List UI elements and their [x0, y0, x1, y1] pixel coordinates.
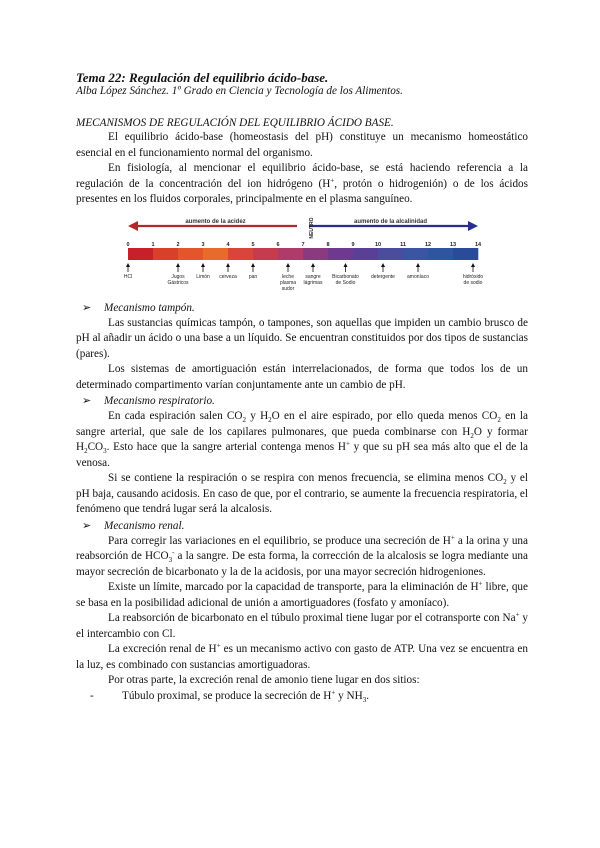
ph-segment: [453, 248, 478, 260]
base-arrow-head: [468, 221, 478, 231]
ph-tick-label: 12: [424, 241, 432, 248]
marker-label: pan: [248, 273, 258, 280]
marker-arrowhead: [344, 263, 348, 267]
marker-label: de sodio: [463, 279, 483, 286]
ph-segment: [378, 248, 403, 260]
bullet-renal: ➢ Mecanismo renal.: [82, 519, 185, 532]
ph-tick-label: 11: [400, 241, 406, 248]
renal-paragraph-2: Existe un límite, marcado por la capacidad de transporte, para la eliminación de H+ libre, que se basa en la posibilidad adicional de unión a amortiguadores (fosfato y amoníaco).: [76, 579, 528, 609]
ph-segment: [203, 248, 228, 260]
acid-arrow-head: [128, 221, 138, 231]
renal-paragraph-1: Para corregir las variaciones en el equilibrio, se produce una secreción de H+ a la orina y una reabsorción de $HCO_3^-$ a la sangre. De esta forma, la corrección de la alcalosis se logra mediante una mayor secreción de bicarbonato y la de la acidosis, por una mayor secreción hidrogeniones.: [76, 532, 528, 578]
tampon-paragraph-2: Los sistemas de amortiguación están interrelacionados, de forma que todos los de un determinado compartimento varían conjuntamente ante un cambio de pH.: [76, 363, 528, 391]
document-author: Alba López Sánchez. 1º Grado en Ciencia y Tecnología de los Alimentos.: [76, 85, 403, 97]
marker-label: Jugos: [171, 273, 185, 280]
marker-label: Limón: [196, 273, 210, 280]
ph-segment: [253, 248, 278, 260]
list-item: - Túbulo proximal, se produce la secreción de H+ y $NH_3$.: [90, 687, 369, 704]
ph-segment: [178, 248, 203, 260]
marker-arrowhead: [201, 263, 205, 267]
ph-tick-label: 7: [301, 241, 305, 248]
ph-tick-label: 3: [201, 241, 205, 248]
ph-tick-label: 5: [251, 241, 255, 248]
resp-paragraph-2: Si se contiene la respiración o se respira con menos frecuencia, se elimina menos $CO_2$ y el pH baja, causando acidosis. En caso de que, por el contrario, se aumente la frecuencia respiratoria, el fenómeno que tendrá lugar será la alcalosis.: [76, 472, 529, 515]
marker-label: hidróxido: [462, 273, 484, 280]
ph-segment: [403, 248, 428, 260]
bullet-tampon: ➢ Mecanismo tampón.: [82, 301, 195, 314]
renal-paragraph-5: Por otras parte, la excreción renal de amonio tiene lugar en dos sitios:: [108, 674, 420, 686]
marker-label: HCl: [123, 273, 133, 280]
marker-label: cerveza: [219, 273, 237, 280]
ph-segment: [153, 248, 178, 260]
ph-tick-label: 2: [176, 241, 180, 248]
renal-paragraph-3: La reabsorción de bicarbonato en el túbulo proximal tiene lugar por el cotransporte con Na+ y el intercambio con Cl.: [76, 610, 529, 640]
marker-arrowhead: [311, 263, 315, 267]
ph-segment: [303, 248, 328, 260]
ph-tick-label: 6: [276, 241, 280, 248]
marker-arrowhead: [126, 263, 130, 267]
marker-arrowhead: [226, 263, 230, 267]
marker-label: Gástricos: [167, 279, 189, 286]
resp-paragraph-1: En cada espiración salen $CO_2$ y $H_2O$ en el aire espirado, por ello queda menos $CO_2$ en la sangre arterial, que sale de los capilares pulmonares, que pueda combinarse con $H_2O$ y formar $H_2CO_3$. Esto hace que la sangre arterial contenga menos H+ y que su pH sea más alto que el de la venosa.: [76, 410, 528, 469]
ph-segment: [278, 248, 303, 260]
marker-label: de Sodio: [335, 279, 356, 286]
marker-arrowhead: [176, 263, 180, 267]
ph-segment: [228, 248, 253, 260]
ph-tick-label: 0: [126, 241, 130, 248]
ph-segment: [353, 248, 378, 260]
ph-tick-label: 4: [226, 241, 230, 248]
ph-scale-chart: [118, 214, 498, 296]
ph-tick-label: 10: [374, 241, 382, 248]
renal-paragraph-4: La excreción renal de H+ es un mecanismo activo con gasto de ATP. Una vez se encuentra en la luz, es combinado con sustancias amortiguadoras.: [76, 641, 528, 671]
bullet-respiratorio: ➢ Mecanismo respiratorio.: [82, 395, 215, 407]
marker-label: sangre: [305, 273, 321, 280]
marker-label: lágrimas: [303, 279, 323, 286]
marker-arrowhead: [286, 263, 290, 267]
base-label: aumento de la alcalinidad: [353, 218, 428, 225]
marker-arrowhead: [251, 263, 255, 267]
intro-paragraph-2: En fisiología, al mencionar el equilibrio ácido-base, se está haciendo referencia a la regulación de la concentración del ion hidrógeno (H+, protón o hidrogenión) o de los ácidos presentes en los fluidos corporales, principalmente en el plasma sanguíneo.: [76, 162, 528, 205]
marker-label: Bicarbonato: [332, 273, 359, 280]
ph-segment: [328, 248, 353, 260]
ph-tick-label: 1: [151, 241, 155, 248]
document-page: [76, 70, 528, 704]
marker-arrowhead: [416, 263, 420, 267]
ph-tick-label: 9: [351, 241, 355, 248]
ph-scale-figure: [118, 214, 498, 296]
marker-arrowhead: [381, 263, 385, 267]
marker-label: leche: [282, 273, 294, 280]
acid-label: aumento de la acidez: [185, 218, 246, 225]
marker-label: amoníaco: [407, 273, 429, 280]
marker-label: detergente: [371, 273, 395, 280]
tampon-paragraph-1: Las sustancias químicas tampón, o tampones, son aquellas que impiden un cambio brusco de pH al añadir un ácido o una base a un líquido. Se encuentran constituidos por dos tipos de sustancias (pares).: [76, 316, 528, 360]
intro-paragraph-1: El equilibrio ácido-base (homeostasis del pH) constituye un mecanismo homeostático esencial en el funcionamiento normal del organismo.: [76, 131, 528, 159]
ph-segment: [128, 248, 153, 260]
neutral-label: NEUTRO: [309, 216, 315, 239]
marker-arrowhead: [471, 263, 475, 267]
ph-tick-label: 13: [449, 241, 457, 248]
ph-segment: [428, 248, 453, 260]
marker-label: plasma: [279, 279, 297, 286]
section-heading: MECANISMOS DE REGULACIÓN DEL EQUILIBRIO ÁCIDO BASE.: [76, 117, 394, 129]
ph-tick-label: 8: [326, 241, 330, 248]
marker-label: sudor: [281, 285, 295, 292]
document-title: Tema 22: Regulación del equilibrio ácido-base.: [76, 70, 329, 85]
ph-tick-label: 14: [474, 241, 482, 248]
